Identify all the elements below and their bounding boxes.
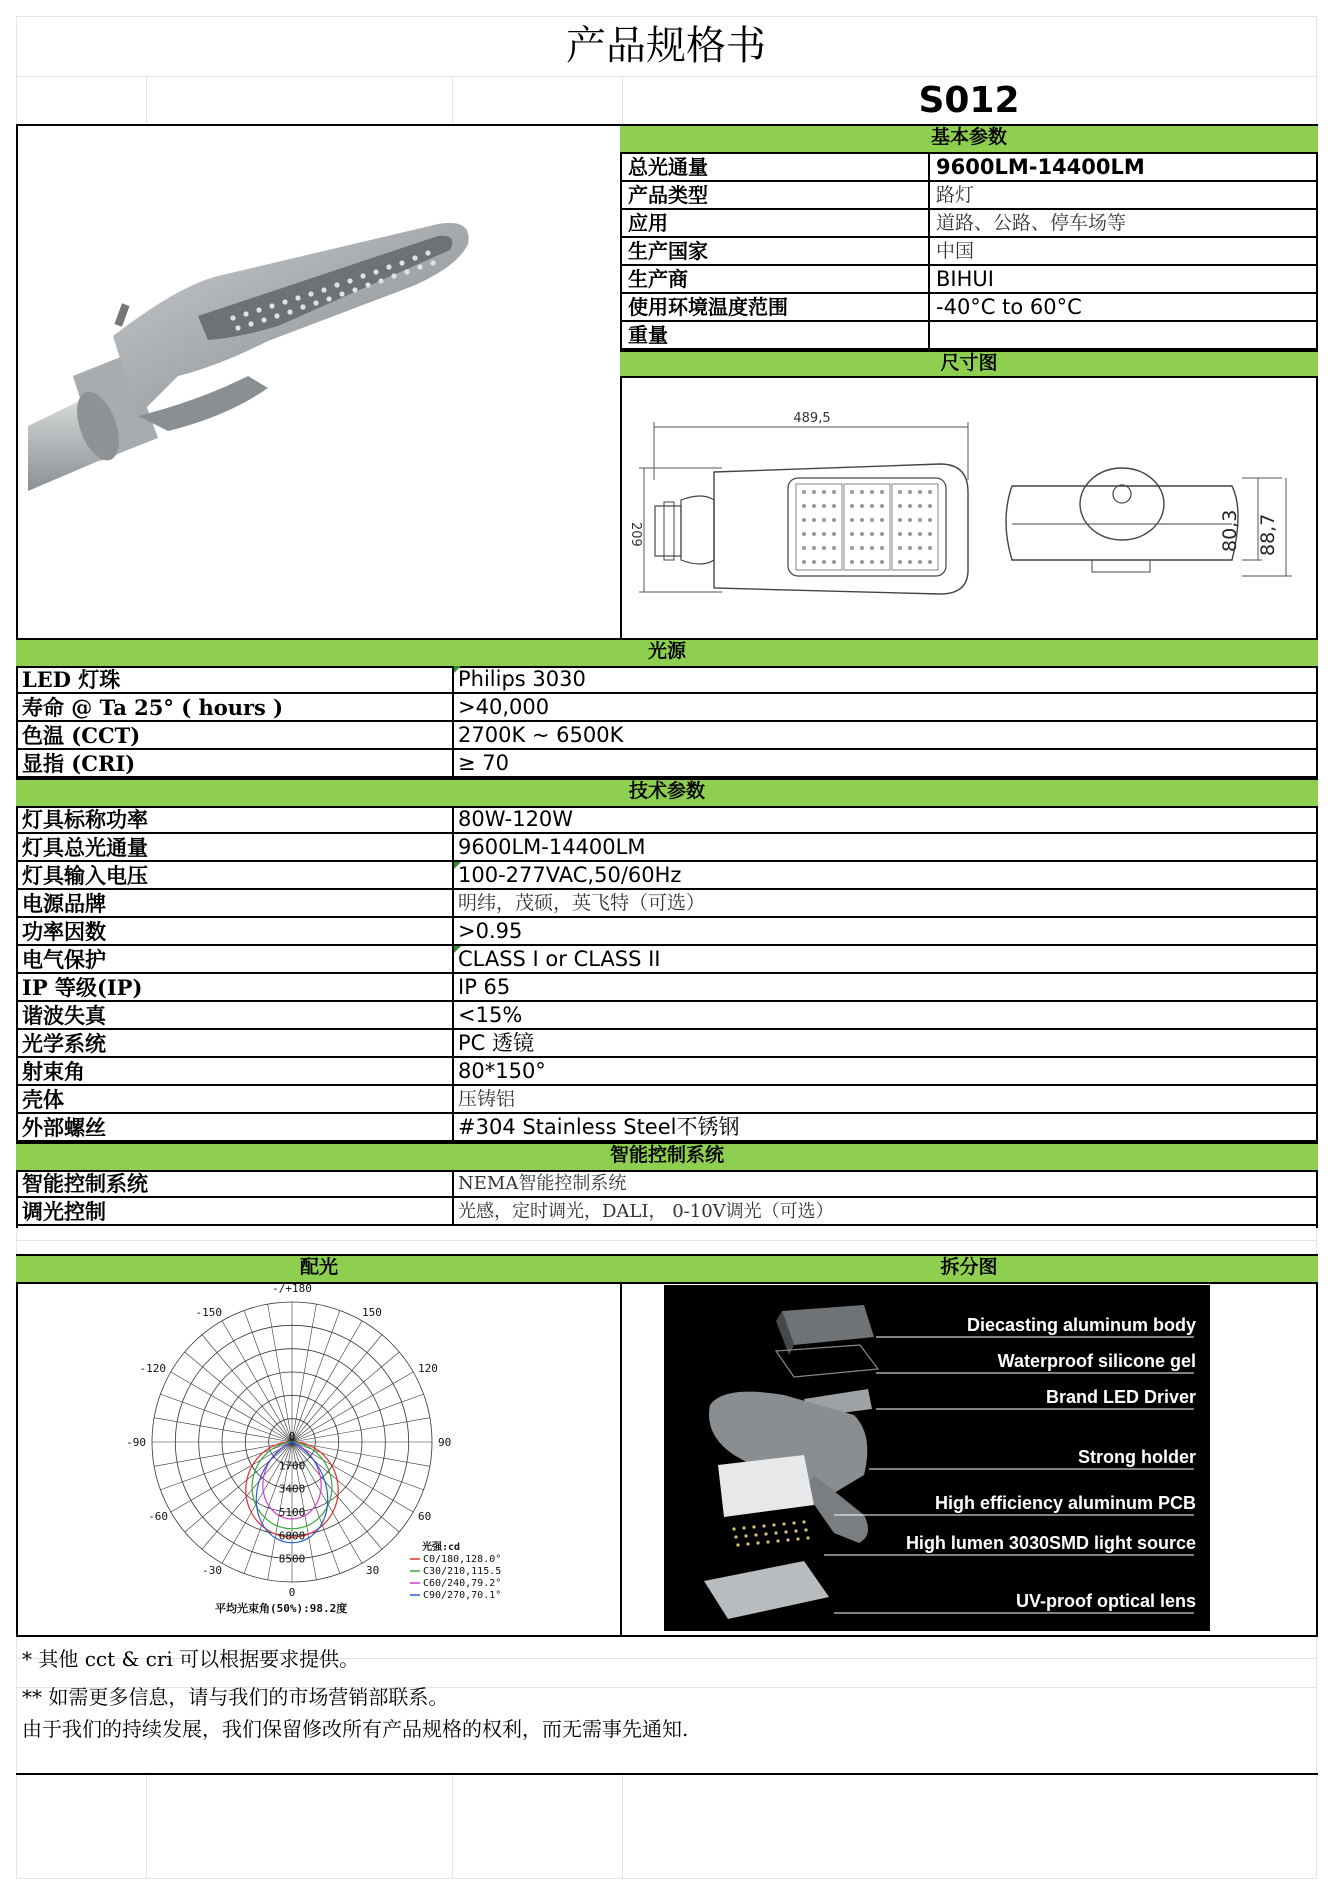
table-border bbox=[1316, 124, 1318, 638]
spec-row-value-text: 明纬，茂硕，英飞特（可选） bbox=[458, 892, 706, 914]
section-header-dimension: 尺寸图 bbox=[620, 350, 1318, 378]
spec-row bbox=[16, 946, 1316, 974]
basic-row-value bbox=[928, 182, 1316, 210]
grid-line bbox=[452, 1774, 453, 1878]
exploded-part-label: UV-proof optical lens bbox=[1015, 1591, 1196, 1611]
polar-angle-label: -60 bbox=[148, 1510, 168, 1523]
spec-row bbox=[16, 918, 1316, 946]
polar-angle-label: 30 bbox=[366, 1564, 380, 1577]
exploded-view bbox=[664, 1285, 1210, 1631]
basic-row-label bbox=[622, 182, 928, 210]
table-border bbox=[1316, 638, 1318, 1228]
spec-row-value-cell bbox=[454, 1114, 1316, 1140]
section-header-light-source: 光源 bbox=[16, 638, 1318, 668]
spec-row-value-cell bbox=[454, 694, 1316, 720]
basic-row-label bbox=[622, 266, 928, 294]
page-title: 产品规格书 bbox=[566, 23, 766, 69]
spec-row bbox=[16, 1086, 1316, 1114]
spec-row-value-cell bbox=[454, 918, 1316, 944]
polar-radial-label: 5100 bbox=[278, 1506, 306, 1519]
basic-row-label bbox=[622, 238, 928, 266]
spec-row-value-text: 光感，定时调光，DALI， 0-10V调光（可选） bbox=[458, 1201, 834, 1222]
spec-row bbox=[16, 1030, 1316, 1058]
spec-row-label: 灯具标称功率 bbox=[22, 807, 148, 832]
exploded-part-label: Strong holder bbox=[1078, 1447, 1196, 1467]
basic-row-value-text: 路灯 bbox=[936, 184, 975, 206]
legend-entry: C0/180,128.0° bbox=[423, 1554, 502, 1565]
polar-angle-label: 120 bbox=[418, 1362, 438, 1375]
polar-angle-label: 60 bbox=[418, 1510, 432, 1523]
spec-row-label: 智能控制系统 bbox=[22, 1171, 148, 1196]
legend-title: 光强:cd bbox=[422, 1542, 461, 1553]
basic-row-value-text: 9600LM-14400LM bbox=[936, 155, 1145, 179]
polar-radial-label: 0 bbox=[288, 1430, 296, 1443]
spec-row bbox=[16, 722, 1316, 750]
basic-row-label bbox=[622, 322, 928, 350]
spec-row bbox=[16, 1114, 1316, 1142]
basic-row-label-text: 产品类型 bbox=[628, 183, 708, 207]
spec-row-value-text: >0.95 bbox=[458, 919, 523, 943]
basic-row-label-text: 总光通量 bbox=[628, 155, 708, 179]
height-dimension-2: 88,7 bbox=[1257, 513, 1279, 556]
length-dimension: 489,5 bbox=[793, 411, 831, 426]
spec-row-value-text: <15% bbox=[458, 1003, 523, 1027]
section-header-basic: 基本参数 bbox=[620, 124, 1318, 154]
spec-row-value-cell bbox=[454, 1058, 1316, 1084]
exploded-part-label: Diecasting aluminum body bbox=[966, 1315, 1196, 1335]
grid-line bbox=[622, 1774, 623, 1878]
grid-line bbox=[16, 1878, 1316, 1879]
spec-row bbox=[16, 694, 1316, 722]
basic-row-value-text: -40°C to 60°C bbox=[936, 295, 1082, 319]
spec-row-value-text: 100-277VAC,50/60Hz bbox=[458, 863, 682, 887]
basic-row-label-text: 生产商 bbox=[628, 267, 688, 291]
spec-row-value-text: 2700K ~ 6500K bbox=[458, 723, 624, 747]
grid-line bbox=[16, 76, 1316, 77]
spec-row-value-text: 80W-120W bbox=[458, 807, 574, 831]
footnote: ** 如需更多信息，请与我们的市场营销部联系。 bbox=[22, 1685, 449, 1709]
spec-row-label: 光学系统 bbox=[22, 1031, 106, 1056]
width-dimension: 209 bbox=[628, 522, 643, 547]
beam-angle-note: 平均光束角(50%):98.2度 bbox=[215, 1602, 348, 1615]
polar-radial-label: 3400 bbox=[278, 1482, 306, 1496]
polar-angle-label: -90 bbox=[126, 1436, 146, 1449]
basic-row-value-text: BIHUI bbox=[936, 267, 994, 291]
polar-light-distribution bbox=[120, 1282, 540, 1630]
legend-entry: C90/270,70.1° bbox=[423, 1590, 502, 1601]
spec-row-value-text: 80*150° bbox=[458, 1059, 546, 1083]
spec-row-label: 谐波失真 bbox=[22, 1003, 106, 1028]
spec-row-value-cell bbox=[454, 1002, 1316, 1028]
spec-row-label: LED 灯珠 bbox=[22, 667, 121, 692]
spec-row-value-text: 9600LM-14400LM bbox=[458, 835, 646, 859]
exploded-part-label: Waterproof silicone gel bbox=[997, 1351, 1196, 1371]
exploded-part-label: High efficiency aluminum PCB bbox=[934, 1493, 1196, 1513]
spec-row bbox=[16, 1170, 1316, 1198]
spec-row-value-text: #304 Stainless Steel不锈钢 bbox=[458, 1115, 740, 1139]
spec-row-label: 显指 (CRI) bbox=[22, 751, 136, 776]
basic-row-label bbox=[622, 154, 928, 182]
basic-row-value-text: 道路、公路、停车场等 bbox=[936, 212, 1127, 234]
spec-row-label: 功率因数 bbox=[22, 919, 106, 944]
spec-row-label: 灯具总光通量 bbox=[22, 835, 148, 860]
polar-angle-label: 90 bbox=[438, 1436, 452, 1449]
spec-row bbox=[16, 806, 1316, 834]
spec-row-value-text: NEMA智能控制系统 bbox=[458, 1173, 627, 1194]
spec-row-value-cell bbox=[454, 1198, 1316, 1224]
spec-row-label: 外部螺丝 bbox=[22, 1115, 106, 1140]
spec-row bbox=[16, 834, 1316, 862]
product-image bbox=[18, 126, 620, 636]
height-dimension-1: 80,3 bbox=[1219, 509, 1241, 552]
spec-row-value-text: IP 65 bbox=[458, 975, 511, 999]
table-border bbox=[16, 1254, 18, 1637]
grid-line bbox=[16, 16, 1316, 17]
spec-row bbox=[16, 890, 1316, 918]
footnote: * 其他 cct & cri 可以根据要求提供。 bbox=[22, 1647, 360, 1671]
exploded-part-label: Brand LED Driver bbox=[1045, 1387, 1196, 1407]
spec-row-label: 调光控制 bbox=[22, 1199, 106, 1224]
basic-row-value bbox=[928, 238, 1316, 266]
spec-row-value-cell bbox=[454, 834, 1316, 860]
spec-row-value-text: PC 透镜 bbox=[458, 1031, 535, 1055]
basic-row-value bbox=[928, 294, 1316, 322]
spec-row-value-cell bbox=[454, 750, 1316, 776]
polar-radial-label: 6800 bbox=[278, 1529, 306, 1543]
basic-row-value bbox=[928, 322, 1316, 350]
spec-row-label: 壳体 bbox=[22, 1087, 64, 1112]
footnote: 由于我们的持续发展，我们保留修改所有产品规格的权利，而无需事先通知. bbox=[22, 1717, 689, 1741]
grid-line bbox=[146, 76, 147, 124]
table-border bbox=[1316, 1254, 1318, 1637]
table-border bbox=[16, 1635, 1318, 1637]
legend-entry: C60/240,79.2° bbox=[423, 1578, 502, 1589]
spec-row bbox=[16, 862, 1316, 890]
basic-row-value bbox=[928, 154, 1316, 182]
basic-row-value-text: 中国 bbox=[936, 240, 975, 262]
polar-angle-label: -/+180 bbox=[272, 1282, 312, 1295]
polar-radial-label: 8500 bbox=[278, 1552, 306, 1566]
section-header-technical: 技术参数 bbox=[16, 778, 1318, 808]
table-border bbox=[620, 1254, 622, 1637]
spec-row-label: 灯具输入电压 bbox=[22, 863, 148, 888]
model-number: S012 bbox=[918, 80, 1020, 121]
polar-angle-label: 0 bbox=[288, 1586, 296, 1599]
spec-row-label: 射束角 bbox=[22, 1059, 85, 1084]
grid-line bbox=[16, 1240, 1316, 1241]
spec-row bbox=[16, 1058, 1316, 1086]
basic-row-label-text: 应用 bbox=[628, 211, 668, 235]
basic-row-label bbox=[622, 210, 928, 238]
spec-row-value-cell bbox=[454, 722, 1316, 748]
dimension-drawing bbox=[622, 380, 1316, 636]
spec-row-value-cell bbox=[454, 666, 1316, 692]
spec-row bbox=[16, 1002, 1316, 1030]
spec-row-value-text: CLASS I or CLASS II bbox=[458, 947, 661, 971]
spec-row-label: 电源品牌 bbox=[22, 891, 106, 916]
spec-row-value-cell bbox=[454, 1086, 1316, 1112]
spec-row bbox=[16, 666, 1316, 694]
section-header-smart: 智能控制系统 bbox=[16, 1142, 1318, 1172]
basic-row-label-text: 使用环境温度范围 bbox=[628, 295, 788, 319]
grid-line bbox=[146, 1774, 147, 1878]
spec-row bbox=[16, 750, 1316, 778]
basic-row-value bbox=[928, 210, 1316, 238]
spec-row-value-cell bbox=[454, 1030, 1316, 1056]
polar-radial-label: 1700 bbox=[278, 1459, 306, 1473]
spec-row-value-cell bbox=[454, 946, 1316, 972]
spec-row-value-text: 压铸铝 bbox=[458, 1088, 516, 1110]
section-header-photometric: 配光 bbox=[16, 1254, 622, 1284]
table-border bbox=[16, 1773, 1318, 1775]
spec-row-value-cell bbox=[454, 974, 1316, 1000]
grid-line bbox=[452, 76, 453, 124]
spec-row-value-cell bbox=[454, 890, 1316, 916]
spec-row bbox=[16, 1198, 1316, 1226]
spec-row-value-text: Philips 3030 bbox=[458, 667, 586, 691]
section-header-exploded: 拆分图 bbox=[620, 1254, 1318, 1284]
spec-row-label: IP 等级(IP) bbox=[22, 975, 143, 1000]
polar-angle-label: -120 bbox=[139, 1362, 166, 1375]
polar-angle-label: -30 bbox=[202, 1564, 222, 1577]
spec-row-value-text: >40,000 bbox=[458, 695, 550, 719]
legend-entry: C30/210,115.5 bbox=[423, 1566, 502, 1577]
spec-row-label: 色温 (CCT) bbox=[22, 723, 141, 748]
spec-row-value-cell bbox=[454, 1170, 1316, 1196]
basic-row-value bbox=[928, 266, 1316, 294]
basic-row-label-text: 生产国家 bbox=[628, 239, 708, 263]
spec-row-value-cell bbox=[454, 862, 1316, 888]
basic-row-label-text: 重量 bbox=[628, 323, 668, 347]
spec-row-label: 电气保护 bbox=[22, 947, 106, 972]
polar-angle-label: -150 bbox=[195, 1306, 222, 1319]
spec-row-value-text: ≥ 70 bbox=[458, 751, 509, 775]
spec-row-label: 寿命 @ Ta 25° ( hours ) bbox=[22, 695, 284, 720]
table-border bbox=[16, 1224, 1318, 1226]
spec-row-value-cell bbox=[454, 806, 1316, 832]
exploded-part-label: High lumen 3030SMD light source bbox=[905, 1533, 1196, 1553]
basic-row-label bbox=[622, 294, 928, 322]
polar-angle-label: 150 bbox=[362, 1306, 382, 1319]
spec-row bbox=[16, 974, 1316, 1002]
